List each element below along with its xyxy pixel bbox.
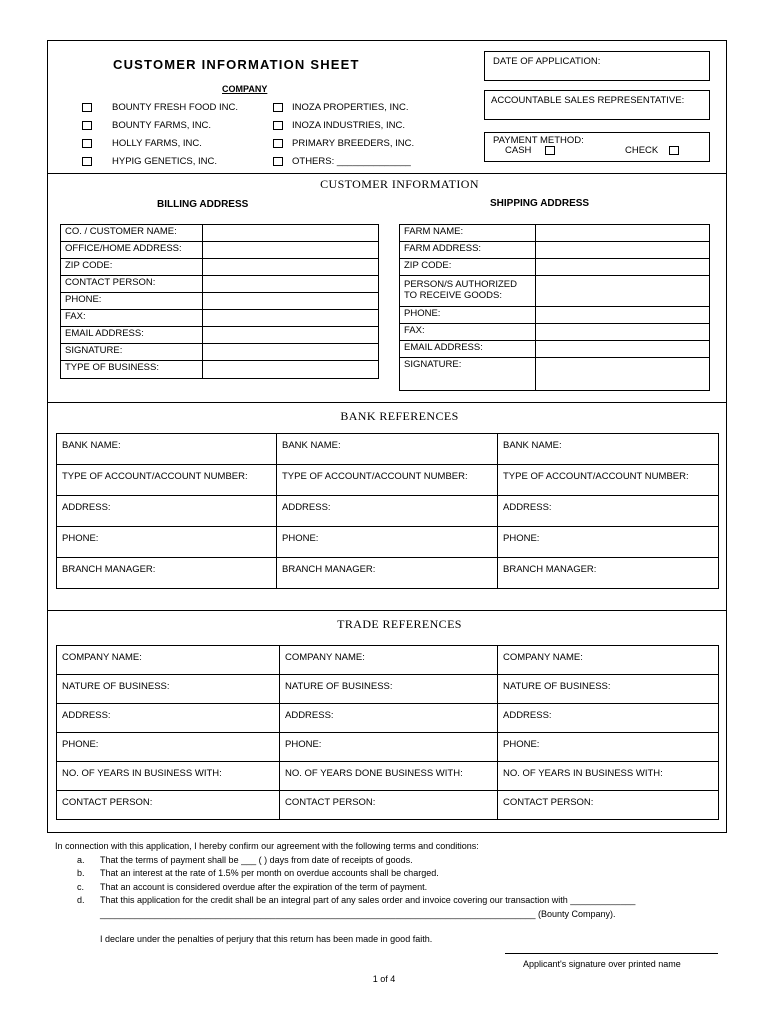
table-row <box>400 259 710 276</box>
field-label: CONTACT PERSON: <box>61 276 203 293</box>
field-label: PERSON/S AUTHORIZED TO RECEIVE GOODS: <box>400 276 536 307</box>
table-row <box>61 242 379 259</box>
field-input[interactable] <box>536 225 710 242</box>
table-cell[interactable]: NATURE OF BUSINESS: <box>498 675 719 704</box>
table-cell[interactable]: TYPE OF ACCOUNT/ACCOUNT NUMBER: <box>57 465 277 496</box>
table-row <box>61 310 379 327</box>
date-of-application-field[interactable] <box>484 51 710 81</box>
company-option[interactable] <box>273 135 414 153</box>
field-input[interactable] <box>203 310 379 327</box>
table-cell[interactable]: CONTACT PERSON: <box>57 791 280 820</box>
company-option-label: BOUNTY FRESH FOOD INC. <box>112 102 238 113</box>
table-cell[interactable]: NATURE OF BUSINESS: <box>57 675 280 704</box>
cash-label: CASH <box>505 145 532 156</box>
company-option-label: INOZA PROPERTIES, INC. <box>292 102 409 113</box>
cash-checkbox[interactable] <box>545 146 555 155</box>
table-cell[interactable]: ADDRESS: <box>280 704 498 733</box>
check-label: CHECK <box>625 145 659 156</box>
table-cell[interactable]: CONTACT PERSON: <box>280 791 498 820</box>
table-row <box>400 324 710 341</box>
field-input[interactable] <box>536 307 710 324</box>
checkbox[interactable] <box>273 121 283 130</box>
terms-item-marker: b. <box>77 868 85 878</box>
checkbox[interactable] <box>82 157 92 166</box>
table-cell[interactable]: BANK NAME: <box>57 434 277 465</box>
table-row <box>400 358 710 391</box>
table-cell[interactable]: PHONE: <box>57 527 277 558</box>
table-row <box>57 733 719 762</box>
field-input[interactable] <box>203 361 379 379</box>
form-title: CUSTOMER INFORMATION SHEET <box>113 57 360 72</box>
table-row <box>57 527 719 558</box>
terms-item <box>55 881 725 895</box>
table-cell[interactable]: COMPANY NAME: <box>280 646 498 675</box>
section-divider <box>47 610 727 611</box>
company-option-label: INOZA INDUSTRIES, INC. <box>292 120 405 131</box>
table-row <box>400 225 710 242</box>
company-option[interactable] <box>82 135 238 153</box>
table-row <box>57 496 719 527</box>
table-row <box>61 327 379 344</box>
field-input[interactable] <box>536 276 710 307</box>
table-cell[interactable]: BRANCH MANAGER: <box>57 558 277 589</box>
field-input[interactable] <box>203 344 379 361</box>
checkbox[interactable] <box>273 103 283 112</box>
table-cell[interactable]: PHONE: <box>498 733 719 762</box>
checkbox[interactable] <box>273 157 283 166</box>
sales-representative-label: ACCOUNTABLE SALES REPRESENTATIVE: <box>491 95 685 106</box>
company-option-label: PRIMARY BREEDERS, INC. <box>292 138 415 149</box>
field-label: PHONE: <box>400 307 536 324</box>
table-row <box>57 465 719 496</box>
table-cell[interactable]: BRANCH MANAGER: <box>498 558 719 589</box>
table-row <box>61 361 379 379</box>
field-label: EMAIL ADDRESS: <box>400 341 536 358</box>
company-option-label: HYPIG GENETICS, INC. <box>112 156 218 167</box>
field-label: FAX: <box>400 324 536 341</box>
page-number: 1 of 4 <box>372 974 396 984</box>
trade-references-table <box>56 645 719 820</box>
declaration: I declare under the penalties of perjury that this return has been made in good faith. <box>100 934 433 944</box>
shipping-address-heading: SHIPPING ADDRESS <box>490 198 590 209</box>
field-input[interactable] <box>203 293 379 310</box>
table-cell[interactable]: COMPANY NAME: <box>57 646 280 675</box>
terms-item-marker: d. <box>77 895 85 905</box>
company-list-right <box>273 99 414 171</box>
field-input[interactable] <box>536 259 710 276</box>
terms-item-text: That an account is considered overdue after the expiration of the term of payment. <box>100 881 428 892</box>
company-option[interactable] <box>273 99 414 117</box>
field-label: PHONE: <box>61 293 203 310</box>
table-cell[interactable]: PHONE: <box>498 527 719 558</box>
field-input[interactable] <box>536 358 710 391</box>
bank-references-heading: BANK REFERENCES <box>340 409 459 423</box>
company-option[interactable] <box>273 153 414 171</box>
terms-item-marker: c. <box>77 881 85 892</box>
terms-item <box>55 854 725 868</box>
checkbox[interactable] <box>82 121 92 130</box>
table-row <box>61 259 379 276</box>
field-label: EMAIL ADDRESS: <box>61 327 203 344</box>
date-of-application-label: DATE OF APPLICATION: <box>493 56 601 67</box>
trade-references-heading: TRADE REFERENCES <box>337 617 462 631</box>
table-row <box>57 675 719 704</box>
table-cell[interactable]: NO. OF YEARS IN BUSINESS WITH: <box>57 762 280 791</box>
table-row <box>61 344 379 361</box>
checkbox[interactable] <box>82 103 92 112</box>
signature-line[interactable] <box>505 953 718 954</box>
table-row <box>57 762 719 791</box>
billing-address-table <box>60 224 379 379</box>
checkbox[interactable] <box>273 139 283 148</box>
table-cell[interactable]: PHONE: <box>57 733 280 762</box>
table-cell[interactable]: ADDRESS: <box>57 496 277 527</box>
terms-item-marker: a. <box>77 854 85 865</box>
table-row <box>57 558 719 589</box>
terms-continuation: _______________________________________________________________________________________ (Bounty Company). <box>100 908 616 919</box>
field-input[interactable] <box>536 242 710 259</box>
table-row <box>57 434 719 465</box>
terms-item <box>55 867 725 881</box>
table-cell[interactable]: ADDRESS: <box>57 704 280 733</box>
field-input[interactable] <box>203 327 379 344</box>
field-label: FARM NAME: <box>400 225 536 242</box>
table-row <box>400 276 710 307</box>
sales-representative-field[interactable] <box>484 90 710 120</box>
field-label: FARM ADDRESS: <box>400 242 536 259</box>
check-checkbox[interactable] <box>669 146 679 155</box>
bank-references-table <box>56 433 719 589</box>
table-cell[interactable]: TYPE OF ACCOUNT/ACCOUNT NUMBER: <box>498 465 719 496</box>
signature-label: Applicant's signature over printed name <box>523 959 681 969</box>
field-label: SIGNATURE: <box>61 344 203 361</box>
checkbox[interactable] <box>82 139 92 148</box>
company-option-label: HOLLY FARMS, INC. <box>112 138 202 149</box>
table-row <box>400 307 710 324</box>
company-option[interactable] <box>82 99 238 117</box>
shipping-address-table <box>399 224 710 391</box>
table-row <box>61 225 379 242</box>
table-row <box>57 791 719 820</box>
field-input[interactable] <box>536 324 710 341</box>
field-label: ZIP CODE: <box>61 259 203 276</box>
company-option[interactable] <box>82 153 238 171</box>
table-cell[interactable]: NO. OF YEARS DONE BUSINESS WITH: <box>280 762 498 791</box>
company-heading: COMPANY <box>222 84 268 94</box>
section-divider <box>47 402 727 403</box>
table-row <box>400 341 710 358</box>
customer-information-heading: CUSTOMER INFORMATION <box>320 177 479 191</box>
table-row <box>400 242 710 259</box>
terms-intro: In connection with this application, I hereby confirm our agreement with the following terms and conditions: <box>55 841 479 851</box>
table-row <box>57 646 719 675</box>
table-row <box>57 704 719 733</box>
table-cell[interactable]: BANK NAME: <box>498 434 719 465</box>
table-cell[interactable]: ADDRESS: <box>498 704 719 733</box>
field-label: ZIP CODE: <box>400 259 536 276</box>
table-cell[interactable]: BRANCH MANAGER: <box>277 558 498 589</box>
terms-item-text: That the terms of payment shall be ___ ( ) days from date of receipts of goods. <box>100 854 413 865</box>
table-row <box>61 276 379 293</box>
table-cell[interactable]: PHONE: <box>280 733 498 762</box>
field-input[interactable] <box>203 259 379 276</box>
company-option[interactable] <box>273 117 414 135</box>
terms-and-conditions <box>55 840 725 947</box>
table-cell[interactable]: ADDRESS: <box>277 496 498 527</box>
table-cell[interactable]: CONTACT PERSON: <box>498 791 719 820</box>
table-cell[interactable]: BANK NAME: <box>277 434 498 465</box>
field-label: CO. / CUSTOMER NAME: <box>61 225 203 242</box>
company-option[interactable] <box>82 117 238 135</box>
company-option-label: OTHERS: ______________ <box>292 156 411 167</box>
field-label: OFFICE/HOME ADDRESS: <box>61 242 203 259</box>
company-option-label: BOUNTY FARMS, INC. <box>112 120 212 131</box>
field-input[interactable] <box>203 276 379 293</box>
field-input[interactable] <box>203 242 379 259</box>
table-cell[interactable]: TYPE OF ACCOUNT/ACCOUNT NUMBER: <box>277 465 498 496</box>
table-cell[interactable]: ADDRESS: <box>498 496 719 527</box>
field-input[interactable] <box>536 341 710 358</box>
field-label: SIGNATURE: <box>400 358 536 391</box>
table-cell[interactable]: PHONE: <box>277 527 498 558</box>
table-cell[interactable]: NO. OF YEARS IN BUSINESS WITH: <box>498 762 719 791</box>
table-cell[interactable]: COMPANY NAME: <box>498 646 719 675</box>
payment-method-box <box>484 132 710 162</box>
terms-item <box>55 894 725 908</box>
field-label: FAX: <box>61 310 203 327</box>
table-row <box>61 293 379 310</box>
payment-method-label: PAYMENT METHOD: <box>493 135 584 146</box>
field-input[interactable] <box>203 225 379 242</box>
table-cell[interactable]: NATURE OF BUSINESS: <box>280 675 498 704</box>
field-label: TYPE OF BUSINESS: <box>61 361 203 379</box>
terms-item-text: That this application for the credit shall be an integral part of any sales order and invoice covering our transaction with _____________ <box>100 895 636 905</box>
terms-item-text: That an interest at the rate of 1.5% per month on overdue accounts shall be charged. <box>100 868 439 878</box>
section-divider <box>47 173 727 174</box>
company-list-left <box>82 99 238 171</box>
billing-address-heading: BILLING ADDRESS <box>157 199 249 210</box>
